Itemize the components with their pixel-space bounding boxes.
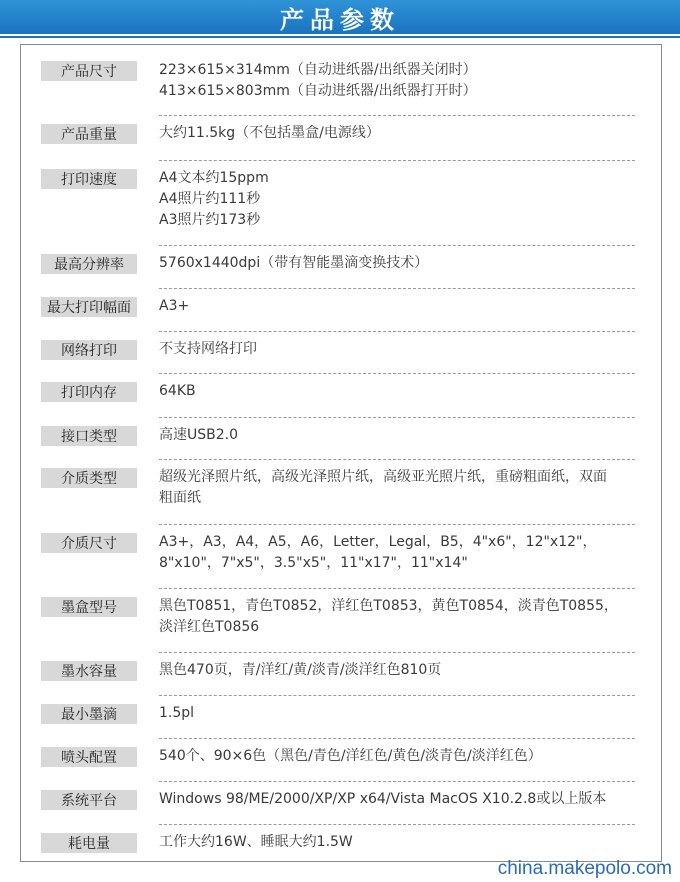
spec-label: 最小墨滴 [41, 704, 137, 724]
spec-value: 黑色T0851，青色T0852，洋红色T0853，黄色T0854，淡青色T0855， [159, 598, 618, 614]
spec-label: 墨盒型号 [41, 597, 137, 617]
spec-value: A3照片约173秒 [159, 212, 261, 228]
spec-label: 打印内存 [41, 382, 137, 402]
header-underline [0, 36, 680, 38]
row-divider [159, 373, 635, 374]
spec-label: 耗电量 [41, 833, 137, 853]
spec-label: 介质类型 [41, 468, 137, 488]
spec-value: 540个、90×6色（黑色/青色/洋红色/黄色/淡青色/淡洋红色） [159, 748, 542, 764]
row-divider [159, 288, 635, 289]
spec-value: 1.5pl [159, 705, 195, 721]
spec-label: 最高分辨率 [41, 254, 137, 274]
spec-label: 喷头配置 [41, 747, 137, 767]
spec-value: 223×615×314mm（自动进纸器/出纸器关闭时） [159, 62, 477, 78]
spec-label: 产品重量 [41, 124, 137, 144]
spec-value: 淡洋红色T0856 [159, 619, 260, 635]
spec-label: 打印速度 [41, 169, 137, 189]
row-divider [159, 695, 635, 696]
spec-value: A4照片约111秒 [159, 191, 261, 207]
spec-value: 工作大约16W、睡眠大约1.5W [159, 834, 353, 850]
spec-label: 接口类型 [41, 426, 137, 446]
row-divider [159, 331, 635, 332]
row-divider [159, 738, 635, 739]
spec-value: A3+，A3，A4，A5，A6，Letter，Legal，B5，4"x6"，12"x12"， [159, 534, 597, 550]
spec-label: 墨水容量 [41, 661, 137, 681]
row-divider [159, 824, 635, 825]
row-divider [159, 115, 635, 116]
spec-label: 产品尺寸 [41, 61, 137, 81]
spec-value: 5760x1440dpi（带有智能墨滴变换技术） [159, 255, 429, 271]
watermark: china.makepolo.com [497, 858, 672, 879]
header [0, 0, 680, 38]
spec-value: 粗面纸 [159, 490, 201, 506]
row-divider [159, 524, 635, 525]
spec-label: 系统平台 [41, 790, 137, 810]
page-title: 产品参数 [280, 5, 400, 34]
spec-label: 介质尺寸 [41, 533, 137, 553]
spec-value: 64KB [159, 383, 196, 399]
spec-value: A3+ [159, 298, 190, 314]
row-divider [159, 245, 635, 246]
spec-value: 413×615×803mm（自动进纸器/出纸器打开时） [159, 83, 477, 99]
spec-label: 网络打印 [41, 340, 137, 360]
row-divider [159, 417, 635, 418]
spec-value: 大约11.5kg（不包括墨盒/电源线） [159, 125, 380, 141]
spec-table [20, 44, 662, 862]
spec-value: 高速USB2.0 [159, 427, 239, 443]
spec-value: A4文本约15ppm [159, 170, 269, 186]
spec-value: Windows 98/ME/2000/XP/XP x64/Vista MacOS X10.2.8或以上版本 [159, 791, 607, 807]
spec-value: 超级光泽照片纸，高级光泽照片纸，高级亚光照片纸，重磅粗面纸，双面 [159, 469, 607, 485]
header-band [0, 0, 680, 34]
row-divider [159, 459, 635, 460]
row-divider [159, 652, 635, 653]
row-divider [159, 588, 635, 589]
spec-label: 最大打印幅面 [41, 297, 137, 317]
spec-value: 不支持网络打印 [159, 341, 257, 357]
spec-value: 8"x10"，7"x5"，3.5"x5"，11"x17"，11"x14" [159, 555, 468, 571]
row-divider [159, 781, 635, 782]
spec-value: 黑色470页，青/洋红/黄/淡青/淡洋红色810页 [159, 662, 442, 678]
row-divider [159, 160, 635, 161]
